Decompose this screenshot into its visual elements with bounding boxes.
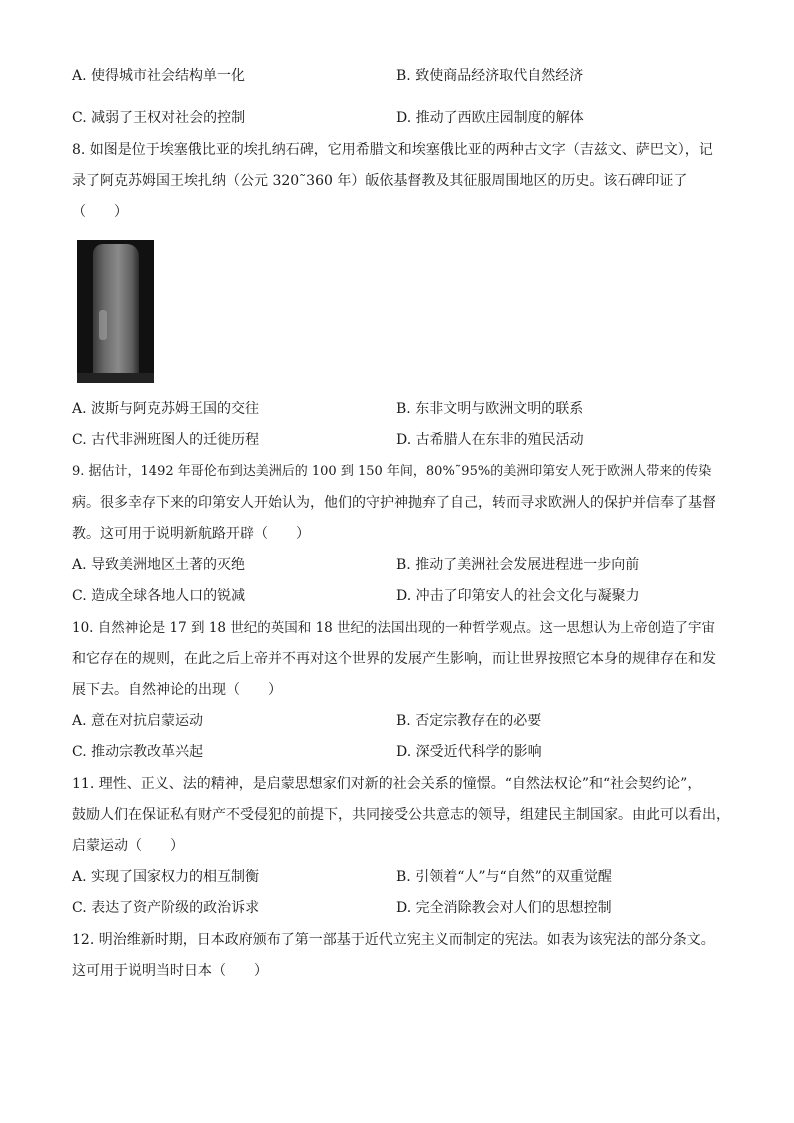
q10-option-d: D. 深受近代科学的影响 [396, 744, 542, 760]
q7-option-d: D. 推动了西欧庄园制度的解体 [396, 110, 584, 126]
q8-option-c: C. 古代非洲班图人的迁徙历程 [72, 432, 260, 448]
q11-option-c: C. 表达了资产阶级的政治诉求 [72, 900, 260, 916]
q11-stem-line-1: 11. 理性、正义、法的精神，是启蒙思想家们对新的社会关系的憧憬。“自然法权论”和“社会契约论”， [72, 776, 702, 792]
q10-stem-line-2: 和它存在的规则，在此之后上帝并不再对这个世界的发展产生影响，而让世界按照它本身的规律存在和发 [72, 651, 716, 667]
q7-option-c: C. 减弱了王权对社会的控制 [72, 110, 246, 126]
q10-option-a: A. 意在对抗启蒙运动 [72, 713, 204, 729]
q8-stem-line-3: （ ） [72, 204, 128, 220]
q10-option-c: C. 推动宗教改革兴起 [72, 744, 204, 760]
q11-option-a: A. 实现了国家权力的相互制衡 [72, 869, 260, 885]
q9-option-b: B. 推动了美洲社会发展进程进一步向前 [396, 557, 640, 573]
ezana-stone-photo [77, 240, 154, 383]
q10-stem-line-3: 展下去。自然神论的出现（ ） [72, 682, 282, 698]
q12-stem-line-1: 12. 明治维新时期，日本政府颁布了第一部基于近代立宪主义而制定的宪法。如表为该宪法的部分条文。 [72, 932, 715, 948]
q7-option-b: B. 致使商品经济取代自然经济 [396, 68, 584, 84]
q8-option-d: D. 古希腊人在东非的殖民活动 [396, 432, 584, 448]
q9-stem-line-2: 病。很多幸存下来的印第安人开始认为，他们的守护神抛弃了自己，转而寻求欧洲人的保护并信奉了基督 [72, 495, 716, 511]
q8-stem-line-1: 8. 如图是位于埃塞俄比亚的埃扎纳石碑，它用希腊文和埃塞俄比亚的两种古文字（吉兹文、萨巴文），记 [72, 142, 713, 158]
q11-option-b: B. 引领着“人”与“自然”的双重觉醒 [396, 869, 612, 885]
q9-stem-line-1: 9. 据估计，1492 年哥伦布到达美洲后的 100 到 150 年间，80%˜95%的美洲印第安人死于欧洲人带来的传染 [72, 464, 712, 479]
q9-stem-line-3: 教。这可用于说明新航路开辟（ ） [72, 526, 310, 542]
q10-stem-line-1: 10. 自然神论是 17 到 18 世纪的英国和 18 世纪的法国出现的一种哲学观点。这一思想认为上帝创造了宇宙 [72, 620, 716, 636]
q11-stem-line-2: 鼓励人们在保证私有财产不受侵犯的前提下，共同接受公共意志的领导，组建民主制国家。由此可以看出， [72, 807, 730, 823]
q9-option-c: C. 造成全球各地人口的锐减 [72, 588, 246, 604]
q9-option-d: D. 冲击了印第安人的社会文化与凝聚力 [396, 588, 640, 604]
q7-option-a: A. 使得城市社会结构单一化 [72, 68, 246, 84]
stone-ground [77, 373, 154, 383]
q11-stem-line-3: 启蒙运动（ ） [72, 838, 184, 854]
q9-option-a: A. 导致美洲地区土著的灭绝 [72, 557, 246, 573]
q10-option-b: B. 否定宗教存在的必要 [396, 713, 542, 729]
q11-option-d: D. 完全消除教会对人们的思想控制 [396, 900, 612, 916]
stone-weathering-mark [99, 310, 107, 340]
q8-stem-line-2: 录了阿克苏姆国王埃扎纳（公元 320˜360 年）皈依基督教及其征服周围地区的历史。该石碑印证了 [72, 173, 688, 189]
q12-stem-line-2: 这可用于说明当时日本（ ） [72, 963, 268, 979]
q8-option-b: B. 东非文明与欧洲文明的联系 [396, 401, 584, 417]
q8-option-a: A. 波斯与阿克苏姆王国的交往 [72, 401, 260, 417]
